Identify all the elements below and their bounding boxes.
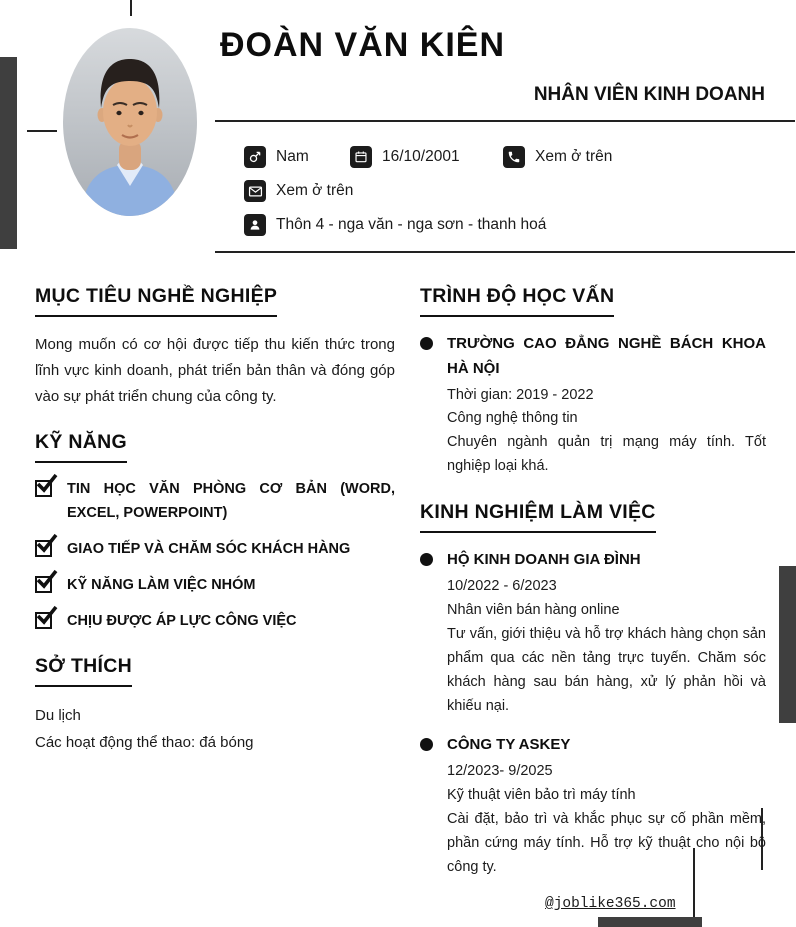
left-edge-bar [0,57,17,249]
skill-item [35,610,395,633]
skill-label: CHỊU ĐƯỢC ÁP LỰC CÔNG VIỆC [67,613,297,630]
person-icon [244,214,266,236]
skill-item [35,574,395,597]
experience-entry [420,548,766,718]
objective-text: Mong muốn có cơ hội được tiếp thu kiến thức trong lĩnh vực kinh doanh, phát triển bản thân và đóng góp vào sự phát triển chung của công ty. [35,336,395,405]
avatar [63,28,197,216]
section-objective [35,285,395,409]
education-school: TRƯỜNG CAO ĐẲNG NGHỀ BÁCH KHOA HÀ NỘI [447,335,766,377]
gender-value: Nam [276,148,309,165]
checkbox-checked-icon [35,540,52,557]
section-experience [420,501,766,880]
section-education [420,285,766,479]
job-title: NHÂN VIÊN KINH DOANH [533,84,765,105]
skill-label: TIN HỌC VĂN PHÒNG CƠ BẢN (WORD, EXCEL, POWERPOINT) [67,481,395,521]
hobby-item: Các hoạt động thể thao: đá bóng [35,734,254,752]
contact-gender [244,146,309,168]
gender-icon [244,146,266,168]
experience-role: Kỹ thuật viên bảo trì máy tính [447,787,636,804]
bullet-icon [420,553,433,566]
education-period: Thời gian: 2019 - 2022 [447,386,594,403]
contact-phone [503,146,612,168]
education-description: Chuyên ngành quản trị mạng máy tính. Tốt nghiệp loại khá. [447,434,766,475]
checkbox-checked-icon [35,612,52,629]
candidate-name: ĐOÀN VĂN KIÊN [220,26,506,64]
skill-label: GIAO TIẾP VÀ CHĂM SÓC KHÁCH HÀNG [67,540,351,557]
contact-row-2 [244,180,784,214]
section-skills [35,431,395,633]
contact-email [244,180,353,202]
hobbies-heading: SỞ THÍCH [35,655,132,687]
bullet-icon [420,738,433,751]
skill-item [35,538,395,561]
contact-dob [350,146,460,168]
skills-heading: KỸ NĂNG [35,431,127,463]
contact-address [244,214,546,236]
experience-description: Tư vấn, giới thiệu và hỗ trợ khách hàng chọn sản phẩm qua các nền tảng trực tuyến. Chăm sóc khách hàng sau bán hàng, xử lý phản hồi và khiếu nại. [447,625,766,714]
right-edge-bar [779,566,796,723]
experience-entry [420,733,766,879]
experience-period: 10/2022 - 6/2023 [447,577,557,594]
left-column [35,285,395,778]
checkbox-checked-icon [35,480,52,497]
dob-value: 16/10/2001 [382,148,460,165]
mail-icon [244,180,266,202]
phone-icon [503,146,525,168]
contact-block [244,146,784,248]
experience-period: 12/2023- 9/2025 [447,763,553,780]
checkbox-checked-icon [35,576,52,593]
contact-divider [215,251,795,253]
experience-role: Nhân viên bán hàng online [447,601,620,618]
contact-row-3 [244,214,784,248]
right-column [420,285,766,902]
left-tick-line [27,130,57,132]
education-major: Công nghệ thông tin [447,410,578,427]
experience-company: HỘ KINH DOANH GIA ĐÌNH [447,551,641,569]
contact-row-1 [244,146,784,180]
skill-item [35,478,395,524]
section-hobbies [35,655,395,756]
top-tick-line [130,0,132,16]
email-value: Xem ở trên [276,182,354,199]
bullet-icon [420,337,433,350]
education-entry [420,332,766,479]
experience-company: CÔNG TY ASKEY [447,736,571,754]
watermark: @joblike365.com [545,896,676,912]
education-heading: TRÌNH ĐỘ HỌC VẤN [420,285,614,317]
phone-value: Xem ở trên [535,148,613,165]
profile-photo [63,28,197,216]
bottom-edge-bar [598,917,702,927]
skill-label: KỸ NĂNG LÀM VIỆC NHÓM [67,576,256,593]
experience-description: Cài đặt, bảo trì và khắc phục sự cố phần mềm, phần cứng máy tính. Hỗ trợ kỹ thuật cho nội bộ công ty. [447,811,766,875]
experience-heading: KINH NGHIỆM LÀM VIỆC [420,501,656,533]
header-divider [215,120,795,122]
objective-heading: MỤC TIÊU NGHỀ NGHIỆP [35,285,277,317]
hobby-item: Du lịch [35,707,81,725]
calendar-icon [350,146,372,168]
address-value: Thôn 4 - nga văn - nga sơn - thanh hoá [276,216,547,233]
